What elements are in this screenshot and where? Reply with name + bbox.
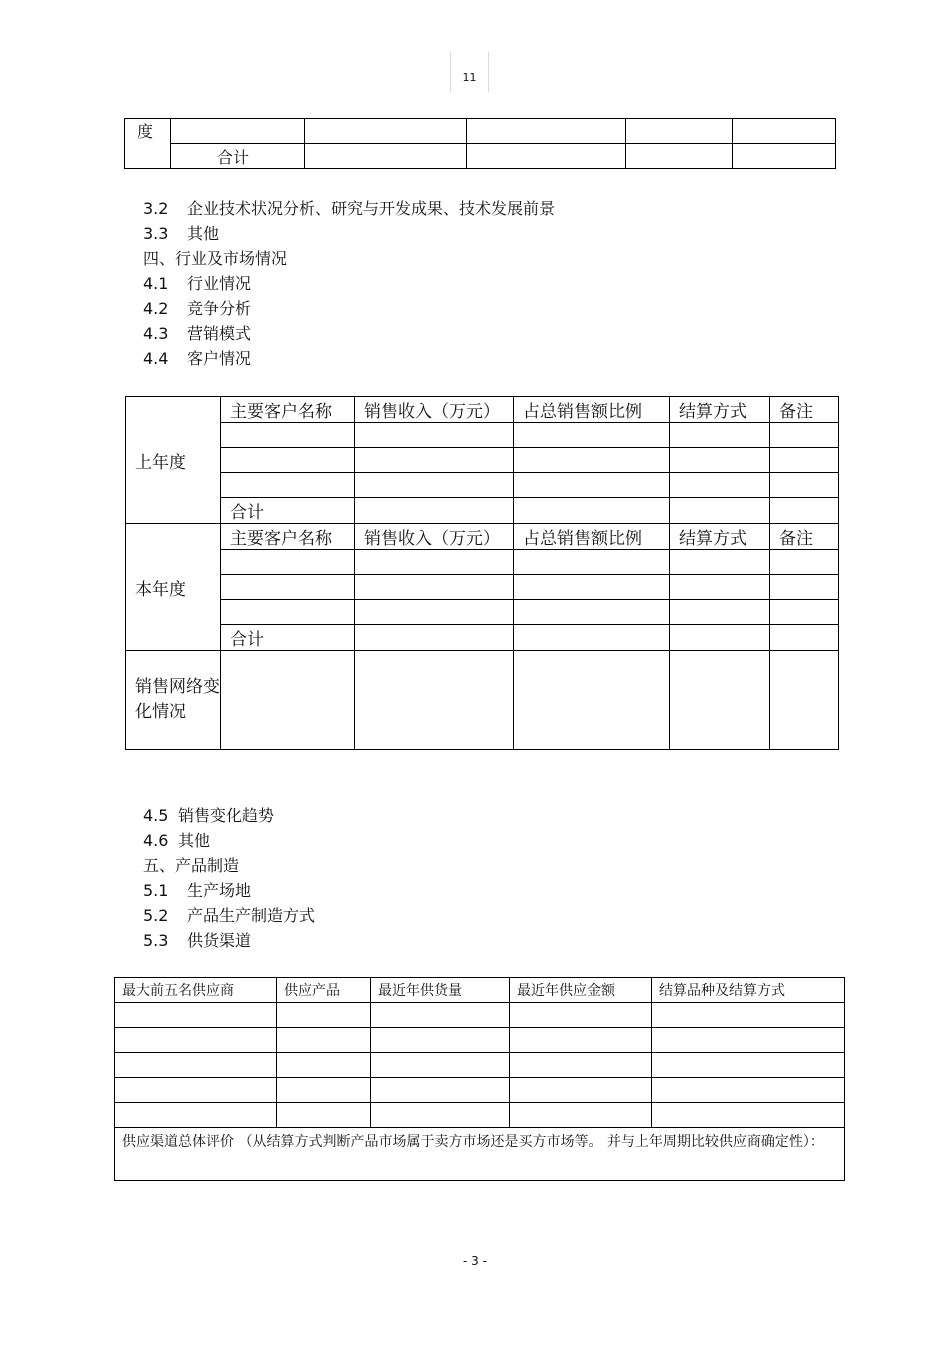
column-header: 占总销售额比例 [514, 524, 670, 550]
table-cell [115, 1103, 277, 1128]
heading-line [143, 853, 315, 878]
column-header: 占总销售额比例 [514, 397, 670, 423]
table-cell [467, 119, 626, 144]
heading-line [143, 903, 315, 928]
heading-text: 其他 [187, 224, 220, 243]
table-cell [770, 473, 839, 498]
table-cell [277, 1078, 371, 1103]
table-cell [355, 600, 514, 625]
heading-text: 产品生产制造方式 [187, 906, 316, 925]
heading-text: 企业技术状况分析、研究与开发成果、技术发展前景 [187, 199, 556, 218]
table-cell [355, 423, 514, 448]
heading-number: 4.6 [143, 831, 169, 850]
table-cell [670, 498, 770, 524]
heading-number: 4.1 [143, 274, 169, 293]
table-cell [115, 1028, 277, 1053]
table-cell [115, 1053, 277, 1078]
table-cell [510, 1103, 652, 1128]
page-header-number: 11 [450, 52, 489, 92]
table-cell [670, 575, 770, 600]
table-cell [670, 473, 770, 498]
heading-line [143, 221, 555, 246]
table-cell [355, 575, 514, 600]
total-label: 合计 [221, 498, 355, 524]
column-header: 供应产品 [277, 978, 371, 1003]
table-cell [670, 651, 770, 750]
column-header: 结算方式 [670, 524, 770, 550]
heading-line [143, 271, 555, 296]
section-a [143, 196, 555, 371]
heading-text: 行业情况 [187, 274, 252, 293]
table-cell [277, 1053, 371, 1078]
customer-table [125, 396, 839, 750]
table-cell [626, 119, 733, 144]
heading-line [143, 246, 555, 271]
table-cell [514, 473, 670, 498]
heading-line [143, 803, 315, 828]
table-cell [770, 423, 839, 448]
section-b [143, 803, 315, 953]
table-cell [221, 575, 355, 600]
table-cell [670, 423, 770, 448]
heading-text: 客户情况 [187, 349, 252, 368]
table-cell [221, 423, 355, 448]
heading-number: 4.4 [143, 349, 169, 368]
page-footer: - 3 - [463, 1254, 487, 1268]
table-cell [305, 119, 467, 144]
column-header: 主要客户名称 [221, 397, 355, 423]
heading-line [143, 878, 315, 903]
heading-text: 供货渠道 [187, 931, 252, 950]
table-cell [277, 1003, 371, 1028]
table-cell [221, 550, 355, 575]
table-cell [770, 625, 839, 651]
heading-number: 4.3 [143, 324, 169, 343]
table-cell [371, 1028, 510, 1053]
total-label: 合计 [171, 144, 305, 169]
table-cell [115, 1003, 277, 1028]
heading-text: 五、产品制造 [143, 856, 240, 875]
table-cell [514, 600, 670, 625]
supply-evaluation: 供应渠道总体评价 （从结算方式判断产品市场属于卖方市场还是买方市场等。 并与上年周期比较供应商确定性）： [115, 1128, 845, 1181]
table-cell [626, 144, 733, 169]
heading-text: 竞争分析 [187, 299, 252, 318]
table-cell [514, 625, 670, 651]
heading-number: 4.5 [143, 806, 169, 825]
table-cell [670, 448, 770, 473]
table-cell [510, 1078, 652, 1103]
heading-number: 5.3 [143, 931, 169, 950]
table-cell [670, 625, 770, 651]
total-label: 合计 [221, 625, 355, 651]
table-cell [221, 473, 355, 498]
heading-line [143, 321, 555, 346]
carryover-table [124, 118, 836, 169]
table-cell [305, 144, 467, 169]
table-cell [514, 651, 670, 750]
table-cell [770, 550, 839, 575]
table-cell [652, 1053, 845, 1078]
heading-line [143, 196, 555, 221]
table-cell [510, 1028, 652, 1053]
table-cell [670, 600, 770, 625]
column-header: 结算方式 [670, 397, 770, 423]
column-header: 销售收入（万元） [355, 397, 514, 423]
heading-number: 3.3 [143, 224, 169, 243]
table-cell [770, 498, 839, 524]
table-cell [510, 1003, 652, 1028]
table-cell [221, 600, 355, 625]
heading-line [143, 346, 555, 371]
table-cell [510, 1053, 652, 1078]
table-cell [770, 651, 839, 750]
column-header: 最大前五名供应商 [115, 978, 277, 1003]
table-cell [514, 448, 670, 473]
table-cell [355, 448, 514, 473]
heading-number: 3.2 [143, 199, 169, 218]
heading-number: 5.2 [143, 906, 169, 925]
table-cell [652, 1003, 845, 1028]
table-cell [733, 144, 836, 169]
table-cell [652, 1078, 845, 1103]
heading-text: 四、行业及市场情况 [143, 249, 288, 268]
table-cell [277, 1028, 371, 1053]
row-label: 度 [125, 119, 171, 169]
heading-line [143, 928, 315, 953]
sales-network-label: 销售网络变化情况 [126, 651, 221, 750]
table-cell [221, 448, 355, 473]
table-cell [770, 448, 839, 473]
table-cell [514, 550, 670, 575]
last-year-label: 上年度 [126, 397, 221, 524]
table-cell [277, 1103, 371, 1128]
table-cell [652, 1103, 845, 1128]
table-cell [355, 625, 514, 651]
heading-number: 4.2 [143, 299, 169, 318]
table-cell [514, 498, 670, 524]
table-cell [115, 1078, 277, 1103]
table-cell [770, 600, 839, 625]
heading-line [143, 828, 315, 853]
table-cell [371, 1103, 510, 1128]
heading-line [143, 296, 555, 321]
table-cell [221, 651, 355, 750]
column-header: 备注 [770, 524, 839, 550]
column-header: 最近年供货量 [371, 978, 510, 1003]
table-cell [355, 550, 514, 575]
column-header: 最近年供应金额 [510, 978, 652, 1003]
heading-text: 生产场地 [187, 881, 252, 900]
table-cell [371, 1078, 510, 1103]
heading-text: 销售变化趋势 [178, 806, 275, 825]
heading-text: 其他 [178, 831, 211, 850]
column-header: 结算品种及结算方式 [652, 978, 845, 1003]
column-header: 备注 [770, 397, 839, 423]
table-cell [514, 423, 670, 448]
heading-text: 营销模式 [187, 324, 252, 343]
column-header: 主要客户名称 [221, 524, 355, 550]
table-cell [355, 473, 514, 498]
table-cell [652, 1028, 845, 1053]
table-cell [171, 119, 305, 144]
table-cell [467, 144, 626, 169]
table-cell [670, 550, 770, 575]
column-header: 销售收入（万元） [355, 524, 514, 550]
table-cell [514, 575, 670, 600]
this-year-label: 本年度 [126, 524, 221, 651]
table-cell [355, 651, 514, 750]
heading-number: 5.1 [143, 881, 169, 900]
table-cell [733, 119, 836, 144]
table-cell [371, 1053, 510, 1078]
table-cell [371, 1003, 510, 1028]
supplier-table [114, 977, 845, 1181]
table-cell [770, 575, 839, 600]
table-cell [355, 498, 514, 524]
